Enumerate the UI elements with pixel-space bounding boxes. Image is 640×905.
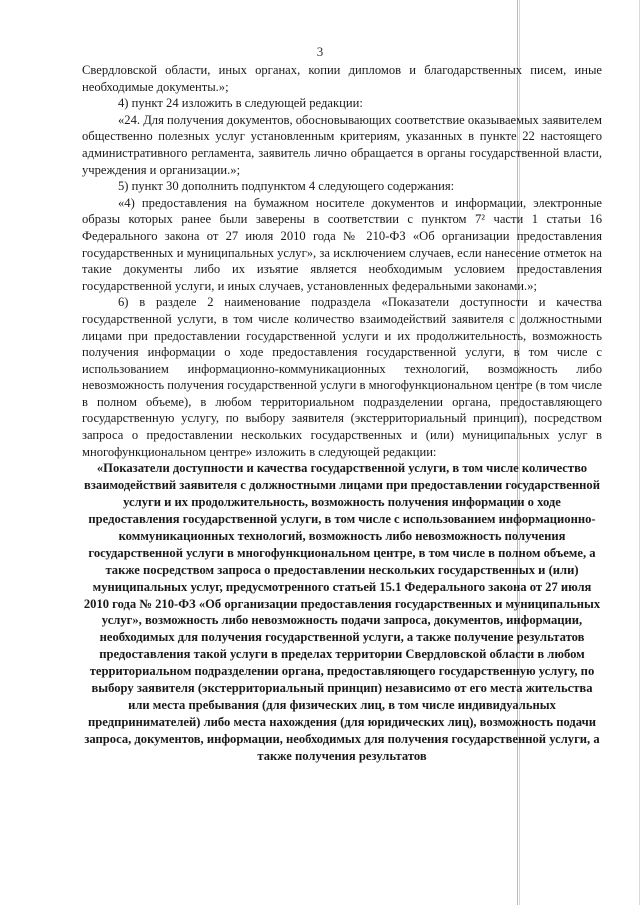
- paragraph-item-6: 6) в разделе 2 наименование подраздела «Показатели доступности и качества государственной услуги, в том числе количество взаимодействий заявителя с должностными лицами при предоставлении государственной услуги и их продолжительность, возможность получения информации о ходе предоставления государственной услуги, в том числе с использованием информационно-коммуникационных технологий, возможность либо невозможность получения государственной услуги в многофункциональном центре (в том числе в полном объеме), в любом территориальном подразделении органа, предоставляющего государственную услугу, по выбору заявителя (экстерриториальный принцип), посредством запроса о предоставлении нескольких государственных и (или) муниципальных услуг в многофункциональном центре» изложить в следующей редакции:: [82, 295, 603, 459]
- paragraph-item-5: 5) пункт 30 дополнить подпунктом 4 следующего содержания:: [118, 179, 455, 194]
- paragraph-continuation: Свердловской области, иных органах, копии дипломов и благодарственных писем, иные необходимые документы.»;: [82, 63, 602, 94]
- paragraph-point-24: «24. Для получения документов, обосновывающих соответствие оказываемых заявителем общественно полезных услуг установленным критериям, указанных в пункте 22 настоящего административного регламента, заявитель лично обращается в органы государственной власти, учреждения и организации.»;: [82, 112, 602, 177]
- scan-artifact-line: [517, 0, 518, 905]
- paragraph-subpoint-4: «4) предоставления на бумажном носителе документов и информации, электронные образы которых ранее были заверены в соответствии с пунктом 7² части 1 статьи 16 Федерального закона от 27 июля 2010 года № 210-ФЗ «Об организации предоставления государственных и муниципальных услуг», за исключением случаев, если нанесение отметок на такие документы либо их изъятие является необходимым условием предоставления государственной услуги, и иных случаев, установленных федеральными законами.»;: [82, 195, 602, 293]
- document-body: [82, 62, 602, 765]
- paragraph-item-4: 4) пункт 24 изложить в следующей редакции:: [118, 96, 363, 111]
- section-title-new-wording: «Показатели доступности и качества государственной услуги, в том числе количество взаимодействий заявителя с должностными лицами при предоставлении государственной услуги и их продолжительность, возможность получения информации о ходе предоставления государственной услуги, в том числе с использованием информационно-коммуникационных технологий, возможность либо невозможность получения государственной услуги в многофункциональном центре, в том числе в полном объеме, а также посредством запроса о предоставлении нескольких государственных и (или) муниципальных услуг, предусмотренного статьей 15.1 Федерального закона от 27 июля 2010 года № 210-ФЗ «Об организации предоставления государственных и муниципальных услуг», возможность либо невозможность подачи запроса, документов, информации, необходимых для получения государственной услуги, а также получение результатов предоставления такой услуги в пределах территории Свердловской области в любом территориальном подразделении органа, предоставляющего государственную услугу, по выбору заявителя (экстерриториальный принцип) независимо от его места жительства или места пребывания (для физических лиц, в том числе индивидуальных предпринимателей) либо места нахождения (для юридических лиц), возможность подачи запроса, документов, информации, необходимых для получения государственной услуги, а также получения результатов: [83, 461, 601, 763]
- scan-artifact-line: [519, 0, 520, 905]
- page-number: 3: [316, 44, 324, 59]
